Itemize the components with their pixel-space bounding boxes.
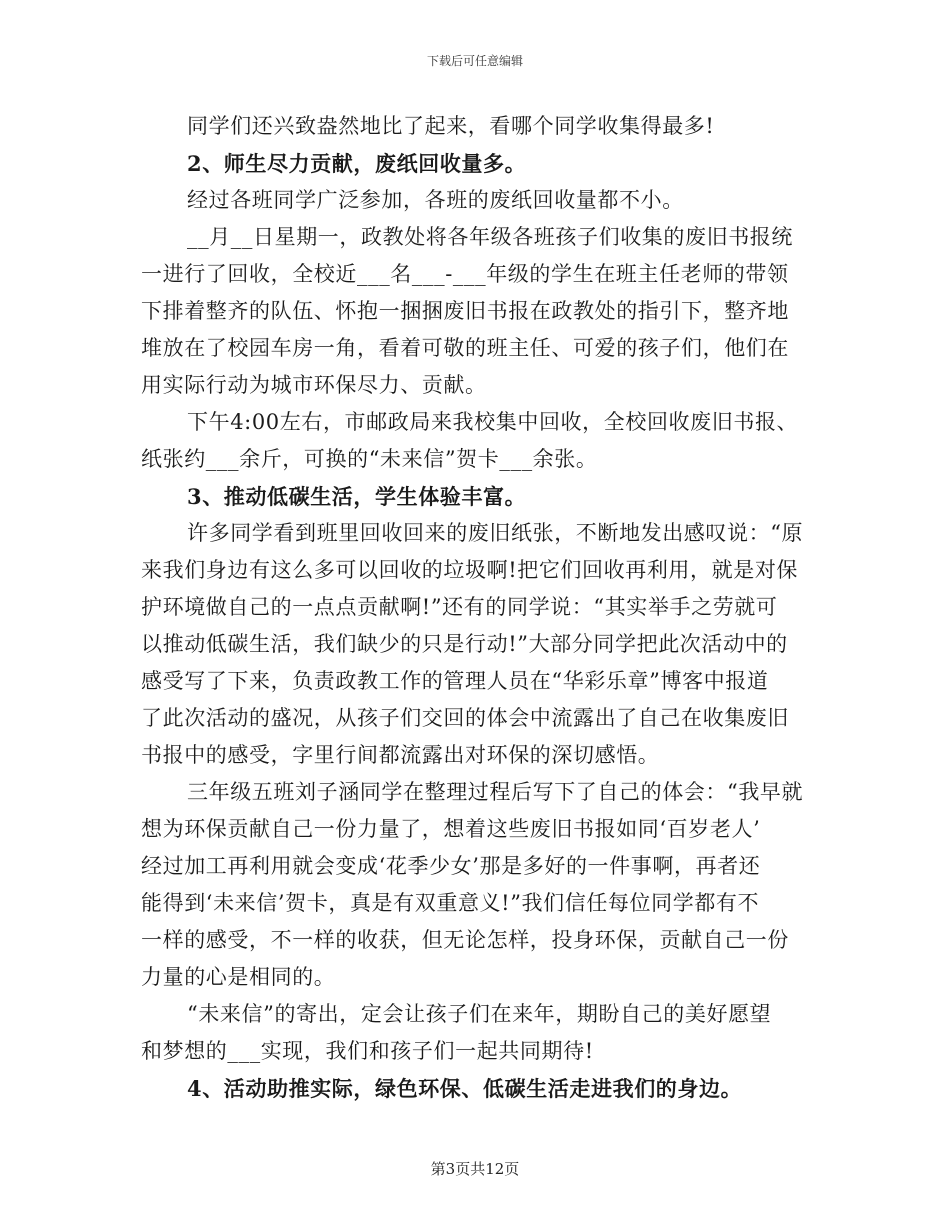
text-line: 能得到‘未来信’贺卡，真是有双重意义!”我们信任每位同学都有不: [141, 891, 760, 915]
text-line: 下午4:00左右，市邮政局来我校集中回收，全校回收废旧书报、: [187, 410, 799, 434]
text-line: 感受写了下来，负责政教工作的管理人员在“华彩乐章”博客中报道: [141, 669, 769, 693]
text-line: 一样的感受，不一样的收获，但无论怎样，投身环保，贡献自己一份: [141, 928, 789, 952]
page-number: 第3页共12页: [430, 1160, 520, 1178]
text-line: __月__日星期一，政教处将各年级各班孩子们收集的废旧书报统: [187, 225, 793, 249]
text-line: 三年级五班刘子涵同学在整理过程后写下了自己的体会：“我早就: [187, 780, 804, 804]
text-line: 堆放在了校园车房一角，看着可敬的班主任、可爱的孩子们，他们在: [141, 336, 789, 360]
text-line: 了此次活动的盛况，从孩子们交回的体会中流露出了自己在收集废旧: [141, 706, 789, 730]
text-line: 纸张约___余斤，可换的“未来信”贺卡___余张。: [141, 447, 598, 471]
page-header: 下载后可任意编辑: [426, 54, 523, 68]
text-line: 护环境做自己的一点点贡献啊!”还有的同学说：“其实举手之劳就可: [141, 595, 778, 619]
text-line: 一进行了回收，全校近___名___-___年级的学生在班主任老师的带领: [141, 262, 789, 286]
text-line: 和梦想的___实现，我们和孩子们一起共同期待!: [141, 1039, 594, 1063]
text-line: 以推动低碳生活，我们缺少的只是行动!”大部分同学把此次活动中的: [141, 632, 788, 656]
section-heading: 3、推动低碳生活，学生体验丰富。: [187, 484, 527, 509]
text-line: 想为环保贡献自己一份力量了，想着这些废旧书报如同‘百岁老人’: [141, 817, 761, 841]
text-line: 经过各班同学广泛参加，各班的废纸回收量都不小。: [187, 188, 684, 212]
text-line: 许多同学看到班里回收回来的废旧纸张，不断地发出感叹说：“原: [187, 521, 804, 545]
text-line: 用实际行动为城市环保尽力、贡献。: [141, 373, 487, 397]
text-line: 来我们身边有这么多可以回收的垃圾啊!把它们回收再利用，就是对保: [141, 558, 799, 582]
text-line: 力量的心是相同的。: [141, 965, 336, 989]
text-line: 下排着整齐的队伍、怀抱一捆捆废旧书报在政教处的指引下，整齐地: [141, 299, 789, 323]
document-body: [141, 108, 809, 1107]
section-heading: 4、活动助推实际，绿色环保、低碳生活走进我们的身边。: [187, 1076, 743, 1101]
text-line: “未来信”的寄出，定会让孩子们在来年，期盼自己的美好愿望: [187, 1002, 772, 1026]
text-line: 经过加工再利用就会变成‘花季少女’那是多好的一件事啊，再者还: [141, 854, 761, 878]
text-line: 同学们还兴致盎然地比了起来，看哪个同学收集得最多!: [187, 114, 715, 138]
text-line: 书报中的感受，字里行间都流露出对环保的深切感悟。: [141, 743, 660, 767]
section-heading: 2、师生尽力贡献，废纸回收量多。: [187, 151, 527, 176]
